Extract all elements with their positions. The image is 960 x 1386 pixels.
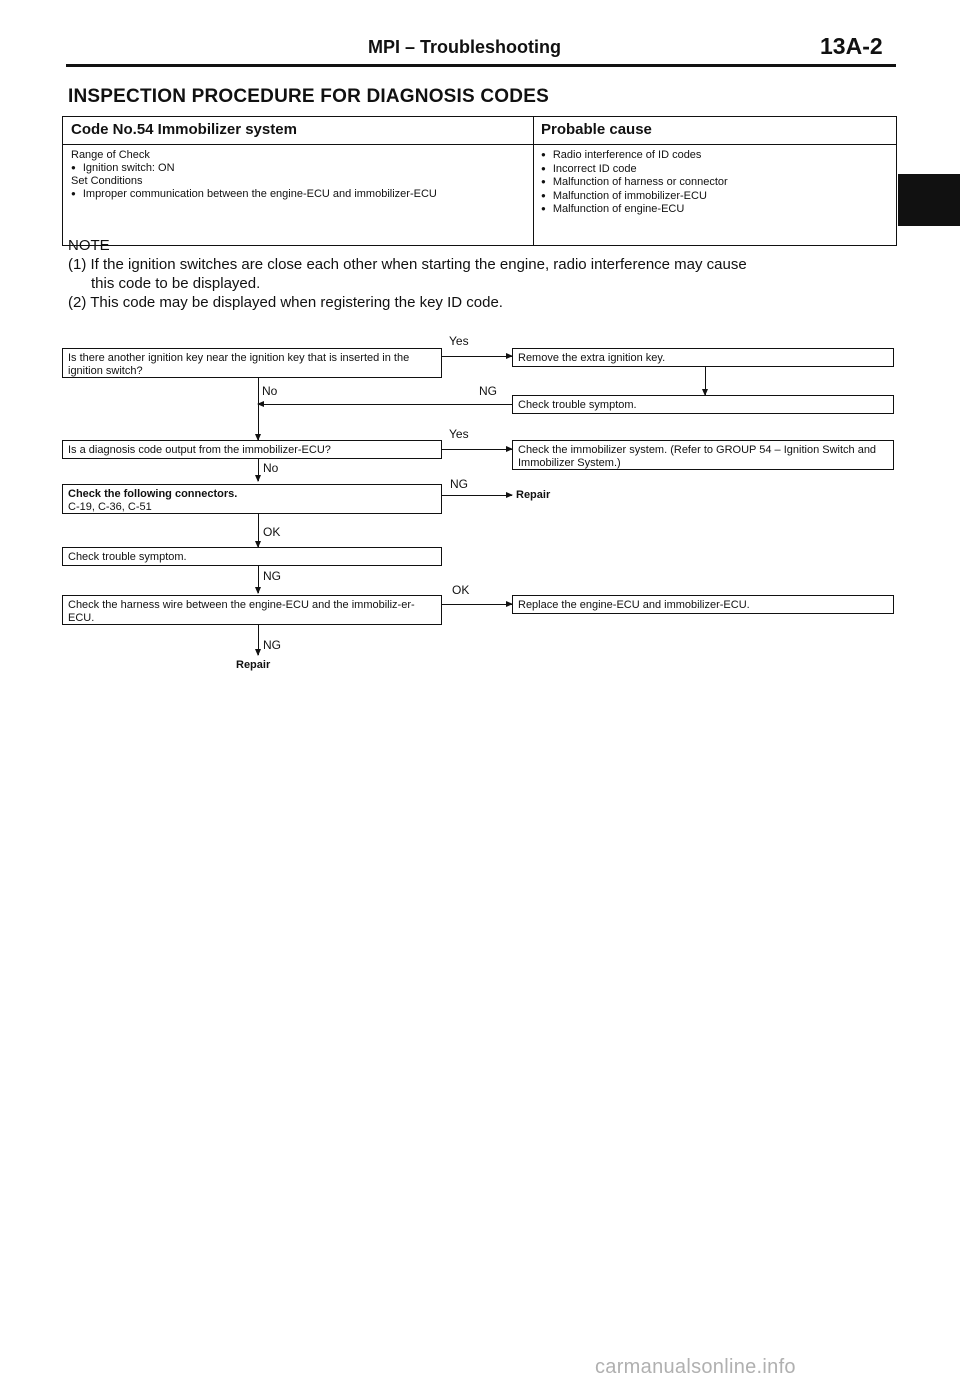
connector-list: C-19, C-36, C-51: [68, 500, 152, 513]
check-conditions: [71, 149, 437, 201]
flow-repair-final: Repair: [236, 659, 271, 671]
cause-item: ● Incorrect ID code: [541, 163, 728, 177]
flow-question-diagnosis-code: Is a diagnosis code output from the immobilizer-ECU?: [62, 440, 442, 459]
arrow-right: [442, 604, 512, 605]
code-table: [62, 116, 897, 246]
arrow-down: [705, 367, 706, 395]
probable-causes: [541, 149, 728, 217]
cause-item: ● Malfunction of harness or connector: [541, 176, 728, 190]
code-header: Code No.54 Immobilizer system: [71, 121, 297, 138]
flow-label-ng: NG: [479, 384, 497, 398]
note-item-1-cont: this code to be displayed.: [91, 275, 261, 292]
cause-header: Probable cause: [541, 121, 652, 138]
flow-label-ng: NG: [450, 477, 468, 491]
flow-label-yes: Yes: [449, 427, 469, 441]
note-item-2: (2) This code may be displayed when registering the key ID code.: [68, 294, 503, 311]
arrow-right: [442, 449, 512, 450]
section-title: INSPECTION PROCEDURE FOR DIAGNOSIS CODES: [68, 86, 549, 107]
flow-check-connectors: [62, 484, 442, 514]
arrow-down: [258, 566, 259, 593]
watermark: carmanualsonline.info: [595, 1356, 796, 1378]
header-rule: [66, 64, 896, 67]
flow-label-ng: NG: [263, 569, 281, 583]
flow-action-replace-ecu: Replace the engine-ECU and immobilizer-ECU.: [512, 595, 894, 614]
cause-item: ● Radio interference of ID codes: [541, 149, 728, 163]
cause-item: ● Malfunction of engine-ECU: [541, 203, 728, 217]
condition-item: ● Improper communication between the engine-ECU and immobilizer-ECU: [71, 188, 437, 202]
flow-label-ng: NG: [263, 638, 281, 652]
flow-repair: Repair: [516, 489, 551, 501]
arrow-down: [258, 459, 259, 481]
arrow-down: [258, 425, 259, 440]
note-item-1: (1) If the ignition switches are close each other when starting the engine, radio interference may cause: [68, 256, 747, 273]
arrow-down: [258, 625, 259, 655]
cause-item: ● Malfunction of immobilizer-ECU: [541, 190, 728, 204]
arrow-left: [258, 404, 512, 405]
page-header-title: MPI – Troubleshooting: [368, 37, 561, 57]
set-conditions-label: Set Conditions: [71, 175, 143, 187]
arrow-right: [442, 356, 512, 357]
connectors-heading: Check the following connectors.: [68, 488, 238, 500]
flow-action-check-immobilizer: Check the immobilizer system. (Refer to GROUP 54 – Ignition Switch and Immobilizer System.): [512, 440, 894, 470]
flow-label-ok: OK: [452, 583, 470, 597]
range-of-check-label: Range of Check: [71, 149, 150, 161]
arrow-right: [442, 495, 512, 496]
flow-label-no: No: [262, 384, 278, 398]
note-heading: NOTE: [68, 237, 110, 254]
flow-check-symptom: Check trouble symptom.: [512, 395, 894, 414]
section-tab-marker: [898, 174, 960, 226]
table-divider: [533, 117, 534, 245]
arrow-down: [258, 514, 259, 547]
flow-check-symptom-2: Check trouble symptom.: [62, 547, 442, 566]
flow-label-yes: Yes: [449, 334, 469, 348]
flow-check-harness: Check the harness wire between the engine-ECU and the immobiliz-er-ECU.: [62, 595, 442, 625]
page-number: 13A-2: [820, 33, 883, 59]
flow-label-ok: OK: [263, 525, 281, 539]
condition-item: ● Ignition switch: ON: [71, 162, 437, 176]
flow-action-remove-key: Remove the extra ignition key.: [512, 348, 894, 367]
flow-question-extra-key: Is there another ignition key near the ignition key that is inserted in the ignition switch?: [62, 348, 442, 378]
flow-label-no: No: [263, 461, 279, 475]
